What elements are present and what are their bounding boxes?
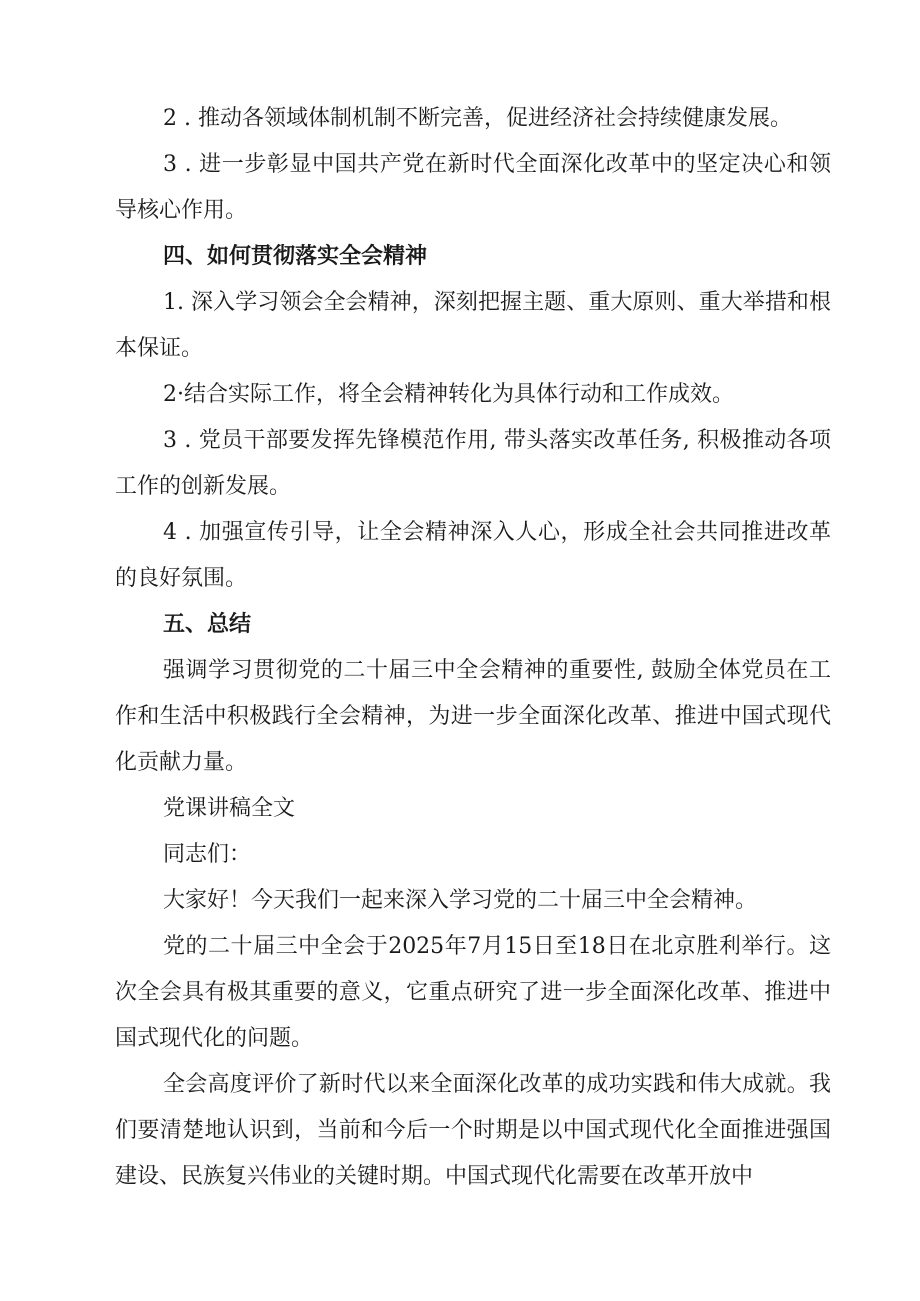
- paragraph-item-4-2: 2·结合实际工作，将全会精神转化为具体行动和工作成效。: [163, 382, 734, 407]
- paragraph-item-4-1: 1. 深入学习领会全会精神，深刻把握主题、重大原则、重大举措和根本保证。: [115, 290, 831, 361]
- section-heading-4: 四、如何贯彻落实全会精神: [163, 244, 428, 269]
- paragraph-item-4-4: 4 . 加强宣传引导，让全会精神深入人心，形成全社会共同推进改革的良好氛围。: [115, 520, 831, 591]
- paragraph-item-4-3: 3 . 党员干部要发挥先锋模范作用, 带头落实改革任务, 积极推动各项工作的创新发展。: [115, 428, 831, 499]
- lecture-title: 党课讲稿全文: [163, 796, 296, 821]
- paragraph-item-2: 2 . 推动各领域体制机制不断完善，促进经济社会持续健康发展。: [163, 106, 792, 131]
- paragraph-item-3: 3 . 进一步彰显中国共产党在新时代全面深化改革中的坚定决心和领导核心作用。: [115, 152, 831, 223]
- body-paragraph-session: 党的二十届三中全会于2025年7月15日至18日在北京胜利举行。这次全会具有极其重要的意义，它重点研究了进一步全面深化改革、推进中国式现代化的问题。: [115, 934, 831, 1051]
- greeting-paragraph: 大家好！今天我们一起来深入学习党的二十届三中全会精神。: [163, 888, 758, 913]
- section-heading-5: 五、总结: [163, 612, 252, 637]
- document-page: [115, 96, 831, 1200]
- body-paragraph-evaluation: 全会高度评价了新时代以来全面深化改革的成功实践和伟大成就。我们要清楚地认识到，当前和今后一个时期是以中国式现代化全面推进强国建设、民族复兴伟业的关键时期。中国式现代化需要在改革开放中: [115, 1072, 831, 1189]
- salutation: 同志们：: [163, 842, 252, 867]
- summary-paragraph: 强调学习贯彻党的二十届三中全会精神的重要性, 鼓励全体党员在工作和生活中积极践行全会精神，为进一步全面深化改革、推进中国式现代化贡献力量。: [115, 658, 831, 775]
